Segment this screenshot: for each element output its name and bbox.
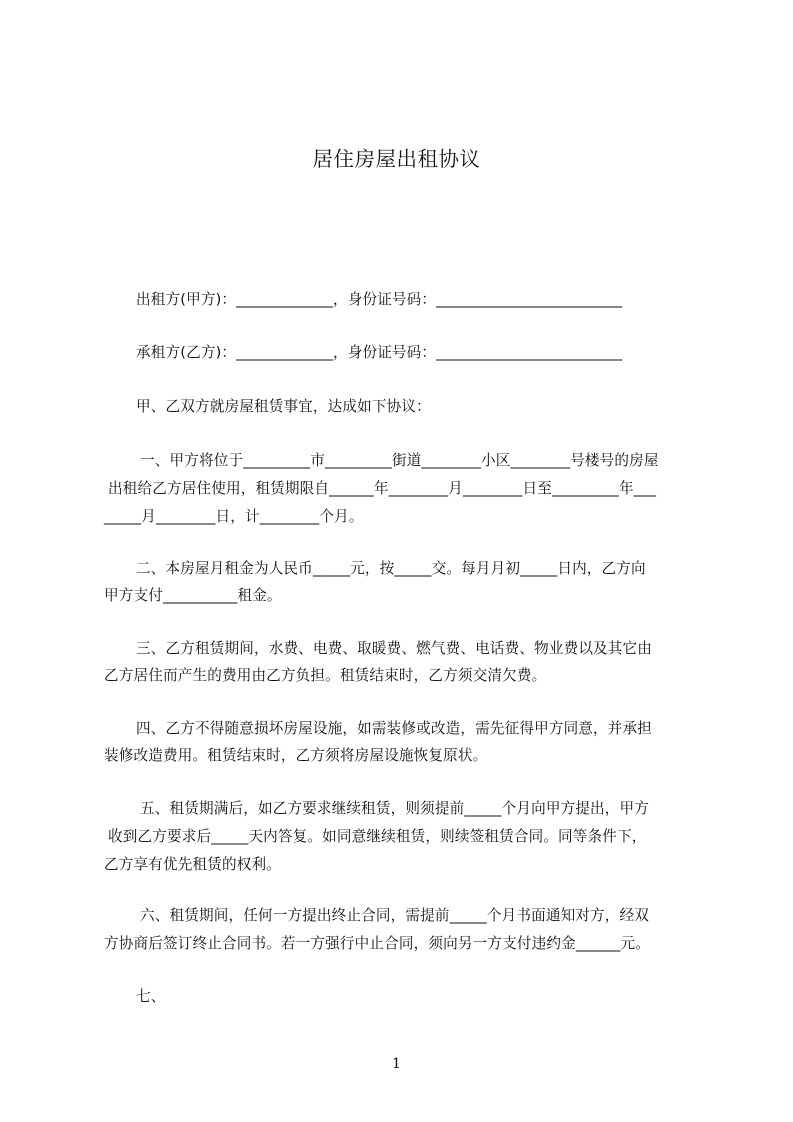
clause-3-line-2: 乙方居住而产生的费用由乙方负担。租赁结束时，乙方须交清欠费。 [104, 667, 547, 684]
clause-2-line-1: 二、本房屋月租金为人民币_____元，按_____交。每月月初_____日内，乙方向 [136, 560, 646, 577]
clause-6-line-2: 方协商后签订终止合同书。若一方强行中止合同，须向另一方支付违约金______元。 [104, 935, 650, 952]
clause-4-line-2: 装修改造费用。租赁结束时，乙方须将房屋设施恢复原状。 [104, 747, 488, 764]
clause-3-line-1: 三、乙方租赁期间，水费、电费、取暖费、燃气费、电话费、物业费以及其它由 [136, 640, 653, 657]
clause-1-line-2: 出租给乙方居住使用，租赁期限自______年________月________日至_________年___ [108, 480, 657, 497]
lessor-line: 出租方(甲方)：_____________，身份证号码：_________________________ [136, 291, 623, 308]
intro-line: 甲、乙双方就房屋租赁事宜，达成如下协议： [136, 398, 431, 415]
clause-7: 七、 [136, 988, 166, 1005]
clause-1-line-1: 一、甲方将位于_________市_________街道________小区________号楼号的房屋 [140, 452, 659, 469]
clause-5-line-2: 收到乙方要求后_____天内答复。如同意继续租赁，则续签租赁合同。同等条件下， [108, 828, 647, 845]
clause-6-line-1: 六、租赁期间，任何一方提出终止合同，需提前_____个月书面通知对方，经双 [140, 907, 650, 924]
clause-2-line-2: 甲方支付__________租金。 [104, 587, 282, 604]
page-number: 1 [392, 1056, 401, 1072]
clause-1-line-3: _____月________日，计________个月。 [104, 508, 364, 525]
clause-4-line-1: 四、乙方不得随意损坏房屋设施，如需装修或改造，需先征得甲方同意，并承担 [136, 720, 653, 737]
document-title: 居住房屋出租协议 [312, 147, 481, 171]
clause-5-line-3: 乙方享有优先租赁的权利。 [104, 856, 281, 873]
clause-5-line-1: 五、租赁期满后，如乙方要求继续租赁，则须提前_____个月向甲方提出，甲方 [140, 800, 650, 817]
lessee-line: 承租方(乙方)：_____________，身份证号码：_________________________ [136, 344, 623, 361]
